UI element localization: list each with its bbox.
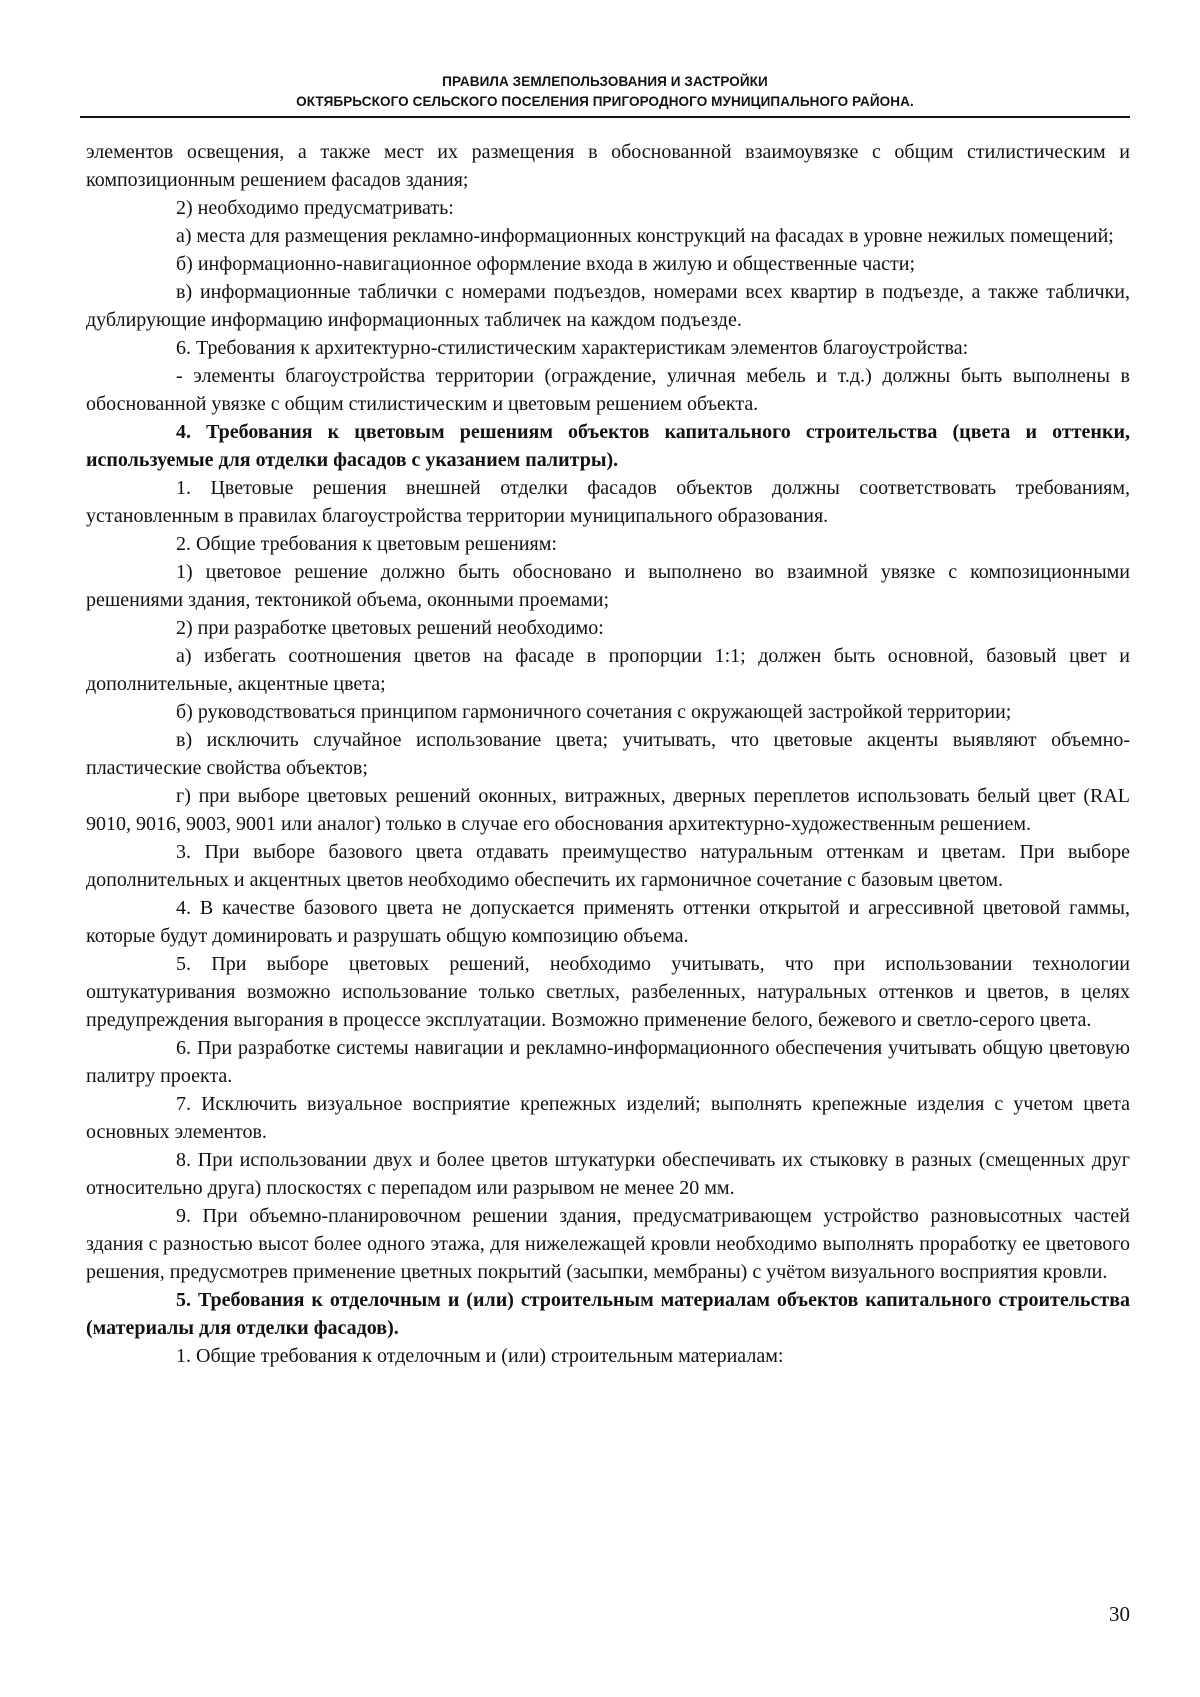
header-divider bbox=[80, 116, 1130, 118]
paragraph: 5. При выборе цветовых решений, необходимо учитывать, что при использовании технологии оштукатуривания возможно использование только светлых, разбеленных, натуральных оттенков и цветов, в целях предупреждения выгорания в процессе эксплуатации. Возможно применение белого, бежевого и светло-серого цвета. bbox=[86, 953, 1130, 1031]
paragraph: 9. При объемно-планировочном решении здания, предусматривающем устройство разновысотных частей здания с разностью высот более одного этажа, для нижележащей кровли необходимо выполнять проработку ее цветового решения, предусмотрев применение цветных покрытий (засыпки, мембраны) с учётом визуального восприятия кровли. bbox=[86, 1205, 1130, 1283]
paragraph: - элементы благоустройства территории (ограждение, уличная мебель и т.д.) должны быть выполнены в обоснованной увязке с общим стилистическим и цветовым решением объекта. bbox=[86, 365, 1130, 415]
paragraph: 8. При использовании двух и более цветов штукатурки обеспечивать их стыковку в разных (смещенных друг относительно друга) плоскостях с перепадом или разрывом не менее 20 мм. bbox=[86, 1149, 1130, 1199]
paragraph: элементов освещения, а также мест их размещения в обоснованной взаимоувязке с общим стилистическим и композиционным решением фасадов здания; bbox=[86, 141, 1130, 191]
paragraph: 1) цветовое решение должно быть обосновано и выполнено во взаимной увязке с композиционными решениями здания, тектоникой объема, оконными проемами; bbox=[86, 561, 1130, 611]
paragraph: б) информационно-навигационное оформление входа в жилую и общественные части; bbox=[176, 253, 916, 275]
paragraph: 4. В качестве базового цвета не допускается применять оттенки открытой и агрессивной цветовой гаммы, которые будут доминировать и разрушать общую композицию объема. bbox=[86, 897, 1130, 947]
paragraph: в) информационные таблички с номерами подъездов, номерами всех квартир в подъезде, а также таблички, дублирующие информацию информационных табличек на каждом подъезде. bbox=[86, 281, 1130, 331]
running-header bbox=[80, 72, 1130, 112]
paragraph: 2. Общие требования к цветовым решениям: bbox=[176, 533, 557, 555]
paragraph: 6. Требования к архитектурно-стилистическим характеристикам элементов благоустройства: bbox=[176, 337, 969, 359]
paragraph: 7. Исключить визуальное восприятие крепежных изделий; выполнять крепежные изделия с учетом цвета основных элементов. bbox=[86, 1093, 1130, 1143]
section-heading: 5. Требования к отделочным и (или) строительным материалам объектов капитального строительства (материалы для отделки фасадов). bbox=[86, 1289, 1130, 1339]
paragraph: а) места для размещения рекламно-информационных конструкций на фасадах в уровне нежилых помещений; bbox=[176, 225, 1114, 247]
header-line-1: ПРАВИЛА ЗЕМЛЕПОЛЬЗОВАНИЯ И ЗАСТРОЙКИ bbox=[442, 74, 768, 89]
paragraph: 1. Цветовые решения внешней отделки фасадов объектов должны соответствовать требованиям, установленным в правилах благоустройства территории муниципального образования. bbox=[86, 477, 1130, 527]
paragraph: а) избегать соотношения цветов на фасаде в пропорции 1:1; должен быть основной, базовый цвет и дополнительные, акцентные цвета; bbox=[86, 645, 1130, 695]
paragraph: 2) необходимо предусматривать: bbox=[176, 197, 454, 219]
section-heading: 4. Требования к цветовым решениям объектов капитального строительства (цвета и оттенки, используемые для отделки фасадов с указанием палитры). bbox=[86, 421, 1130, 471]
paragraph: 3. При выборе базового цвета отдавать преимущество натуральным оттенкам и цветам. При выборе дополнительных и акцентных цветов необходимо обеспечить их гармоничное сочетание с базовым цветом. bbox=[86, 841, 1130, 891]
header-line-2: ОКТЯБРЬСКОГО СЕЛЬСКОГО ПОСЕЛЕНИЯ ПРИГОРОДНОГО МУНИЦИПАЛЬНОГО РАЙОНА. bbox=[296, 94, 914, 109]
paragraph: г) при выборе цветовых решений оконных, витражных, дверных переплетов использовать белый цвет (RAL 9010, 9016, 9003, 9001 или аналог) только в случае его обоснования архитектурно-художественным решением. bbox=[86, 785, 1130, 835]
page-number: 30 bbox=[1109, 1602, 1130, 1626]
paragraph: 2) при разработке цветовых решений необходимо: bbox=[176, 617, 604, 639]
paragraph: 6. При разработке системы навигации и рекламно-информационного обеспечения учитывать общую цветовую палитру проекта. bbox=[86, 1037, 1130, 1087]
paragraph: 1. Общие требования к отделочным и (или) строительным материалам: bbox=[176, 1345, 784, 1367]
page-body bbox=[86, 138, 1130, 1370]
paragraph: в) исключить случайное использование цвета; учитывать, что цветовые акценты выявляют объемно-пластические свойства объектов; bbox=[86, 729, 1130, 779]
paragraph: б) руководствоваться принципом гармоничного сочетания с окружающей застройкой территории; bbox=[176, 701, 1012, 723]
